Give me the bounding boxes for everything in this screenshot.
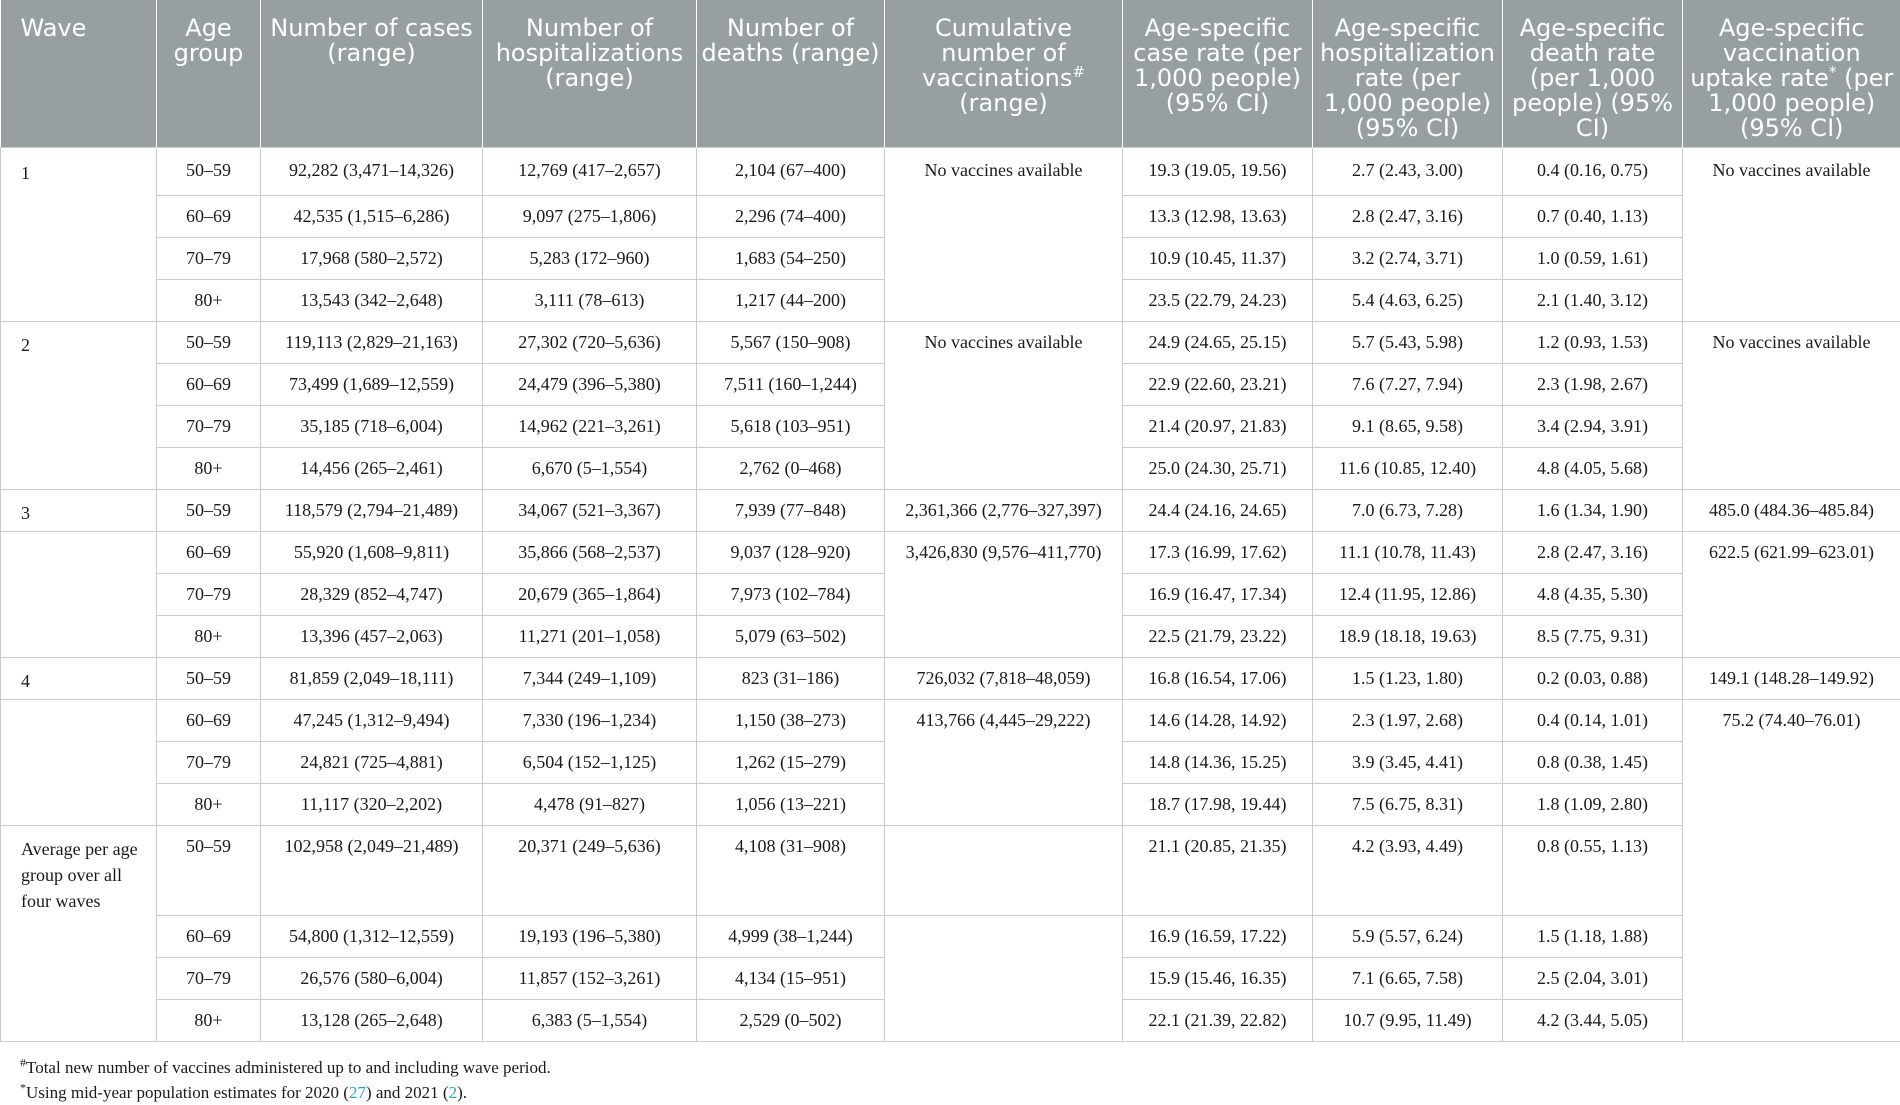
cases-cell: 24,821 (725–4,881) [261,742,483,784]
hospitalization-rate-cell: 7.5 (6.75, 8.31) [1313,784,1503,826]
footnote-text: ) and 2021 ( [366,1083,449,1102]
hospitalization-rate-cell: 1.5 (1.23, 1.80) [1313,658,1503,700]
age-group-cell: 80+ [157,448,261,490]
table-row [1,532,1900,574]
header-vaccinations-label: Cumulative number of vaccinations [922,14,1072,92]
death-rate-cell: 0.8 (0.38, 1.45) [1503,742,1683,784]
table-body [1,148,1900,1042]
cases-cell: 81,859 (2,049–18,111) [261,658,483,700]
case-rate-cell: 16.9 (16.59, 17.22) [1123,916,1313,958]
hospitalizations-cell: 5,283 (172–960) [483,238,697,280]
vaccination-rate-cell: No vaccines available [1683,322,1900,490]
vaccinations-cell: 2,361,366 (2,776–327,397) [885,490,1123,532]
hospitalization-rate-cell: 3.9 (3.45, 4.41) [1313,742,1503,784]
vaccinations-cell-empty [885,826,1123,916]
case-rate-cell: 22.9 (22.60, 23.21) [1123,364,1313,406]
case-rate-cell: 19.3 (19.05, 19.56) [1123,148,1313,196]
age-group-cell: 60–69 [157,532,261,574]
case-rate-cell: 21.1 (20.85, 21.35) [1123,826,1313,916]
deaths-cell: 7,511 (160–1,244) [697,364,885,406]
hospitalizations-cell: 6,670 (5–1,554) [483,448,697,490]
cases-cell: 92,282 (3,471–14,326) [261,148,483,196]
wave-cell: 3 [1,490,157,532]
case-rate-cell: 24.4 (24.16, 24.65) [1123,490,1313,532]
case-rate-cell: 23.5 (22.79, 24.23) [1123,280,1313,322]
hospitalizations-cell: 34,067 (521–3,367) [483,490,697,532]
death-rate-cell: 2.3 (1.98, 2.67) [1503,364,1683,406]
vaccination-rate-cell: 485.0 (484.36–485.84) [1683,490,1900,532]
vaccination-rate-cell: No vaccines available [1683,148,1900,322]
case-rate-cell: 10.9 (10.45, 11.37) [1123,238,1313,280]
cases-cell: 17,968 (580–2,572) [261,238,483,280]
header-vaccination-rate [1683,0,1900,148]
deaths-cell: 5,567 (150–908) [697,322,885,364]
cases-cell: 35,185 (718–6,004) [261,406,483,448]
header-death-rate: Age-specific death rate (per 1,000 people) (95% CI) [1503,0,1683,148]
cases-cell: 26,576 (580–6,004) [261,958,483,1000]
case-rate-cell: 13.3 (12.98, 13.63) [1123,196,1313,238]
footnote-text: ). [457,1083,467,1102]
case-rate-cell: 14.8 (14.36, 15.25) [1123,742,1313,784]
age-group-cell: 50–59 [157,148,261,196]
vaccinations-cell: No vaccines available [885,148,1123,322]
age-group-cell: 70–79 [157,238,261,280]
case-rate-cell: 18.7 (17.98, 19.44) [1123,784,1313,826]
reference-link[interactable]: 2 [449,1083,458,1102]
case-rate-cell: 21.4 (20.97, 21.83) [1123,406,1313,448]
death-rate-cell: 1.8 (1.09, 2.80) [1503,784,1683,826]
hospitalization-rate-cell: 9.1 (8.65, 9.58) [1313,406,1503,448]
deaths-cell: 1,262 (15–279) [697,742,885,784]
death-rate-cell: 3.4 (2.94, 3.91) [1503,406,1683,448]
age-group-cell: 70–79 [157,406,261,448]
vaccinations-cell: 413,766 (4,445–29,222) [885,700,1123,826]
wave-cell: 1 [1,148,157,322]
cases-cell: 13,543 (342–2,648) [261,280,483,322]
deaths-cell: 1,056 (13–221) [697,784,885,826]
cases-cell: 118,579 (2,794–21,489) [261,490,483,532]
death-rate-cell: 0.8 (0.55, 1.13) [1503,826,1683,916]
hospitalizations-cell: 6,504 (152–1,125) [483,742,697,784]
cases-cell: 119,113 (2,829–21,163) [261,322,483,364]
hospitalizations-cell: 19,193 (196–5,380) [483,916,697,958]
footnote-text: Total new number of vaccines administered up to and including wave period. [26,1058,551,1077]
cases-cell: 102,958 (2,049–21,489) [261,826,483,916]
hospitalizations-cell: 7,330 (196–1,234) [483,700,697,742]
vaccination-rate-cell: 622.5 (621.99–623.01) [1683,532,1900,658]
hospitalization-rate-cell: 11.1 (10.78, 11.43) [1313,532,1503,574]
hospitalizations-cell: 3,111 (78–613) [483,280,697,322]
case-rate-cell: 22.5 (21.79, 23.22) [1123,616,1313,658]
death-rate-cell: 1.0 (0.59, 1.61) [1503,238,1683,280]
hospitalizations-cell: 35,866 (568–2,537) [483,532,697,574]
death-rate-cell: 4.8 (4.35, 5.30) [1503,574,1683,616]
hospitalizations-cell: 14,962 (221–3,261) [483,406,697,448]
death-rate-cell: 1.6 (1.34, 1.90) [1503,490,1683,532]
hospitalization-rate-cell: 4.2 (3.93, 4.49) [1313,826,1503,916]
vaccinations-cell: 3,426,830 (9,576–411,770) [885,532,1123,658]
cases-cell: 13,128 (265–2,648) [261,1000,483,1042]
case-rate-cell: 22.1 (21.39, 22.82) [1123,1000,1313,1042]
deaths-cell: 9,037 (128–920) [697,532,885,574]
age-group-cell: 70–79 [157,958,261,1000]
deaths-cell: 1,150 (38–273) [697,700,885,742]
header-cases: Number of cases (range) [261,0,483,148]
header-deaths: Number of deaths (range) [697,0,885,148]
table-header-row [1,0,1900,148]
table-row [1,826,1900,916]
deaths-cell: 2,104 (67–400) [697,148,885,196]
deaths-cell: 1,683 (54–250) [697,238,885,280]
age-group-cell: 60–69 [157,364,261,406]
header-wave: Wave [1,0,157,148]
death-rate-cell: 4.8 (4.05, 5.68) [1503,448,1683,490]
hospitalization-rate-cell: 3.2 (2.74, 3.71) [1313,238,1503,280]
footnote-mark: # [1072,63,1085,81]
deaths-cell: 7,973 (102–784) [697,574,885,616]
hospitalization-rate-cell: 2.3 (1.97, 2.68) [1313,700,1503,742]
vaccination-rate-cell: 149.1 (148.28–149.92) [1683,658,1900,700]
death-rate-cell: 1.5 (1.18, 1.88) [1503,916,1683,958]
age-group-cell: 70–79 [157,574,261,616]
hospitalization-rate-cell: 7.6 (7.27, 7.94) [1313,364,1503,406]
cases-cell: 42,535 (1,515–6,286) [261,196,483,238]
footnote-text: Using mid-year population estimates for 2020 ( [26,1083,349,1102]
case-rate-cell: 24.9 (24.65, 25.15) [1123,322,1313,364]
hospitalizations-cell: 20,679 (365–1,864) [483,574,697,616]
hospitalization-rate-cell: 2.7 (2.43, 3.00) [1313,148,1503,196]
death-rate-cell: 8.5 (7.75, 9.31) [1503,616,1683,658]
header-vaccination-rate-label: Age-specific vaccination uptake rate [1690,14,1864,92]
hospitalizations-cell: 11,271 (201–1,058) [483,616,697,658]
age-group-cell: 60–69 [157,700,261,742]
wave-cell-empty [1,532,157,658]
death-rate-cell: 0.4 (0.14, 1.01) [1503,700,1683,742]
hospitalization-rate-cell: 10.7 (9.95, 11.49) [1313,1000,1503,1042]
hospitalization-rate-cell: 7.0 (6.73, 7.28) [1313,490,1503,532]
header-case-rate: Age-specific case rate (per 1,000 people) (95% CI) [1123,0,1313,148]
cases-cell: 14,456 (265–2,461) [261,448,483,490]
deaths-cell: 5,079 (63–502) [697,616,885,658]
case-rate-cell: 15.9 (15.46, 16.35) [1123,958,1313,1000]
vaccinations-cell-empty [885,916,1123,1042]
hospitalization-rate-cell: 11.6 (10.85, 12.40) [1313,448,1503,490]
header-vaccinations [885,0,1123,148]
age-group-cell: 80+ [157,1000,261,1042]
hospitalizations-cell: 20,371 (249–5,636) [483,826,697,916]
header-vaccinations-tail: (range) [959,89,1048,117]
table-row [1,322,1900,364]
header-vaccination-rate-tail: (per 1,000 people) (95% CI) [1708,64,1893,142]
death-rate-cell: 2.5 (2.04, 3.01) [1503,958,1683,1000]
cases-cell: 54,800 (1,312–12,559) [261,916,483,958]
deaths-cell: 4,108 (31–908) [697,826,885,916]
death-rate-cell: 2.8 (2.47, 3.16) [1503,532,1683,574]
deaths-cell: 2,296 (74–400) [697,196,885,238]
deaths-cell: 4,134 (15–951) [697,958,885,1000]
footnote-mark: * [1829,63,1837,81]
hospitalization-rate-cell: 2.8 (2.47, 3.16) [1313,196,1503,238]
hospitalization-rate-cell: 5.7 (5.43, 5.98) [1313,322,1503,364]
death-rate-cell: 1.2 (0.93, 1.53) [1503,322,1683,364]
age-group-cell: 60–69 [157,916,261,958]
hospitalization-rate-cell: 5.4 (4.63, 6.25) [1313,280,1503,322]
footnote-mark: # [20,1055,26,1069]
hospitalizations-cell: 12,769 (417–2,657) [483,148,697,196]
reference-link[interactable]: 27 [349,1083,366,1102]
hospitalizations-cell: 24,479 (396–5,380) [483,364,697,406]
vaccination-rate-cell: 75.2 (74.40–76.01) [1683,700,1900,1042]
cases-cell: 47,245 (1,312–9,494) [261,700,483,742]
age-group-cell: 50–59 [157,322,261,364]
case-rate-cell: 16.8 (16.54, 17.06) [1123,658,1313,700]
age-group-cell: 80+ [157,616,261,658]
header-age-group: Age group [157,0,261,148]
table-row [1,490,1900,532]
deaths-cell: 823 (31–186) [697,658,885,700]
deaths-cell: 4,999 (38–1,244) [697,916,885,958]
age-group-cell: 80+ [157,280,261,322]
wave-cell: 2 [1,322,157,490]
death-rate-cell: 4.2 (3.44, 5.05) [1503,1000,1683,1042]
deaths-cell: 5,618 (103–951) [697,406,885,448]
age-group-cell: 60–69 [157,196,261,238]
wave-cell-empty [1,700,157,826]
table-row [1,148,1900,196]
age-group-cell: 50–59 [157,658,261,700]
hospitalization-rate-cell: 18.9 (18.18, 19.63) [1313,616,1503,658]
case-rate-cell: 17.3 (16.99, 17.62) [1123,532,1313,574]
death-rate-cell: 0.2 (0.03, 0.88) [1503,658,1683,700]
hospitalizations-cell: 9,097 (275–1,806) [483,196,697,238]
age-group-cell: 70–79 [157,742,261,784]
death-rate-cell: 0.4 (0.16, 0.75) [1503,148,1683,196]
table-row [1,700,1900,742]
hospitalizations-cell: 6,383 (5–1,554) [483,1000,697,1042]
hospitalization-rate-cell: 12.4 (11.95, 12.86) [1313,574,1503,616]
wave-cell: Average per age group over all four waves [1,826,157,1042]
footnote-1 [20,1055,551,1080]
table-row [1,916,1900,958]
cases-cell: 13,396 (457–2,063) [261,616,483,658]
table-row [1,658,1900,700]
deaths-cell: 2,529 (0–502) [697,1000,885,1042]
hospitalizations-cell: 4,478 (91–827) [483,784,697,826]
age-group-cell: 80+ [157,784,261,826]
cases-cell: 73,499 (1,689–12,559) [261,364,483,406]
cases-cell: 28,329 (852–4,747) [261,574,483,616]
footnote-2 [20,1080,551,1105]
death-rate-cell: 0.7 (0.40, 1.13) [1503,196,1683,238]
footnotes [20,1055,551,1105]
cases-cell: 55,920 (1,608–9,811) [261,532,483,574]
death-rate-cell: 2.1 (1.40, 3.12) [1503,280,1683,322]
header-hospitalizations: Number of hospitalizations (range) [483,0,697,148]
case-rate-cell: 16.9 (16.47, 17.34) [1123,574,1313,616]
case-rate-cell: 25.0 (24.30, 25.71) [1123,448,1313,490]
deaths-cell: 2,762 (0–468) [697,448,885,490]
hospitalizations-cell: 7,344 (249–1,109) [483,658,697,700]
age-group-cell: 50–59 [157,490,261,532]
deaths-cell: 7,939 (77–848) [697,490,885,532]
cases-cell: 11,117 (320–2,202) [261,784,483,826]
hospitalization-rate-cell: 7.1 (6.65, 7.58) [1313,958,1503,1000]
deaths-cell: 1,217 (44–200) [697,280,885,322]
header-hospitalization-rate: Age-specific hospitalization rate (per 1,000 people) (95% CI) [1313,0,1503,148]
wave-cell: 4 [1,658,157,700]
hospitalizations-cell: 11,857 (152–3,261) [483,958,697,1000]
age-group-cell: 50–59 [157,826,261,916]
vaccinations-cell: No vaccines available [885,322,1123,490]
vaccinations-cell: 726,032 (7,818–48,059) [885,658,1123,700]
hospitalization-rate-cell: 5.9 (5.57, 6.24) [1313,916,1503,958]
footnote-mark: * [20,1080,26,1094]
case-rate-cell: 14.6 (14.28, 14.92) [1123,700,1313,742]
hospitalizations-cell: 27,302 (720–5,636) [483,322,697,364]
